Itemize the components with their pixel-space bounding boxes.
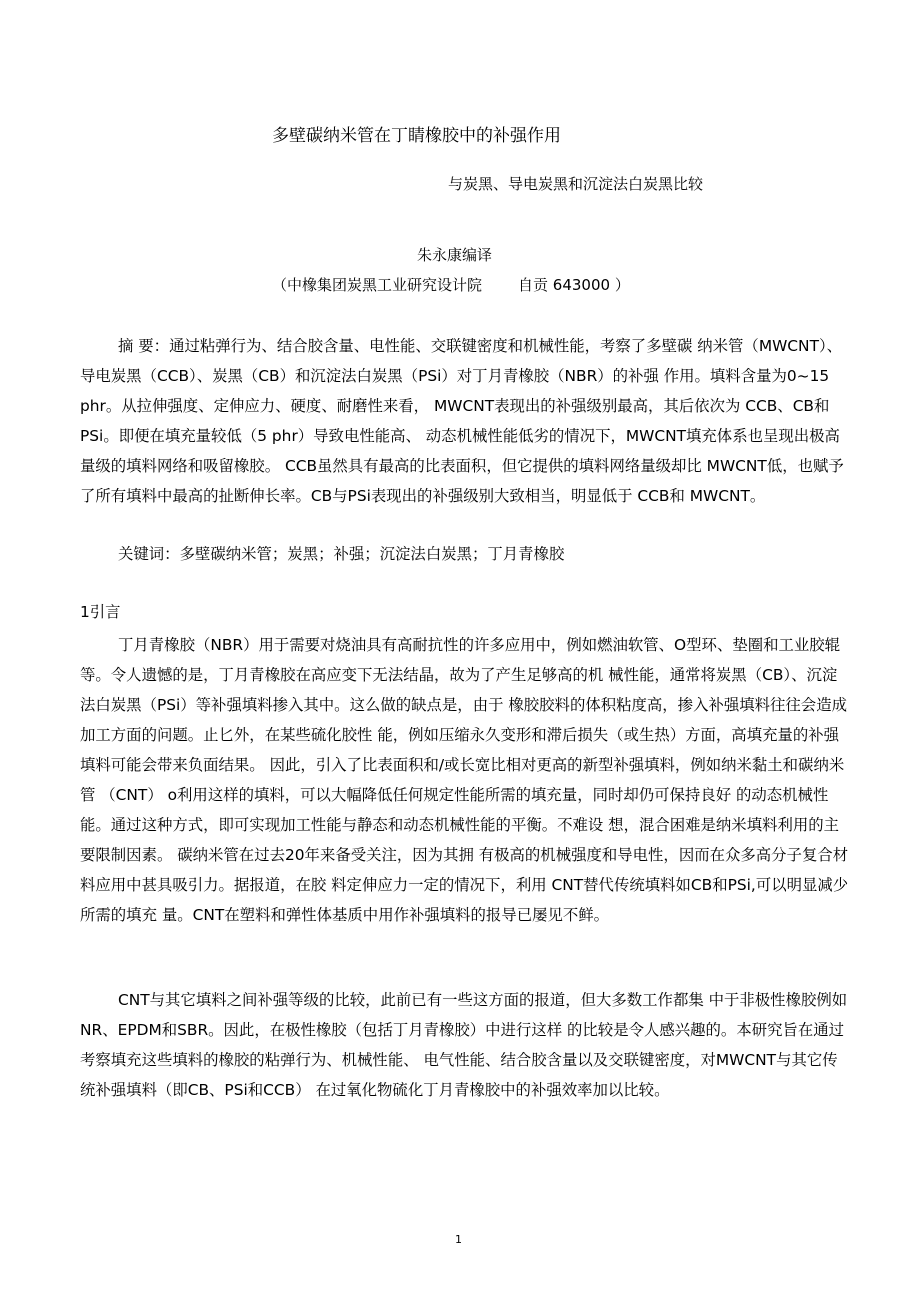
body-paragraph-2: CNT与其它填料之间补强等级的比较，此前已有一些这方面的报道，但大多数工作都集 中于非极性橡胶例如NR、EPDM和SBR。因此，在极性橡胶（包括丁月青橡胶）中进行这样 的比较是令人感兴趣的。本研究旨在通过考察填充这些填料的橡胶的粘弹行为、机械性能、 电气性能、结合胶含量以及交联键密度，对MWCNT与其它传统补强填料（即CB、PSi和CCB） 在过氧化物硫化丁月青橡胶中的补强效率加以比较。 — [80, 991, 848, 1099]
page-number: 1 — [455, 1233, 462, 1246]
abstract-paragraph — [80, 331, 850, 511]
abstract-text: 通过粘弹行为、结合胶含量、电性能、交联键密度和机械性能，考察了多壁碳 纳米管（MWCNT）、导电炭黑（CCB）、炭黑（CB）和沉淀法白炭黑（PSi）对丁月青橡胶（NBR）的补强 作用。填料含量为0~15 phr。从拉伸强度、定伸应力、硬度、耐磨性来看， MWCNT表现出的补强级别最高，其后依次为 CCB、CB和PSi。即便在填充量较低（5 phr）导致电性能高、 动态机械性能低劣的情况下，MWCNT填充体系也呈现出极高量级的填料网络和吸留橡胶。 CCB虽然具有最高的比表面积，但它提供的填料网络量级却比 MWCNT低，也赋予了所有填料中最高的扯断伸长率。CB与PSi表现出的补强级别大致相当，明显低于 CCB和 MWCNT。 — [80, 337, 844, 505]
section-heading-introduction: 1引言 — [80, 603, 121, 621]
affiliation-line — [272, 275, 630, 295]
author-line: 朱永康编译 — [417, 246, 493, 264]
document-subtitle: 与炭黑、导电炭黑和沉淀法白炭黑比较 — [448, 175, 704, 193]
keywords-line: 关键词：多壁碳纳米管；炭黑；补强；沉淀法白炭黑；丁月青橡胶 — [118, 545, 565, 563]
document-title: 多壁碳纳米管在丁睛橡胶中的补强作用 — [272, 126, 561, 146]
affiliation-location: 自贡 643000 ） — [518, 276, 630, 294]
body-paragraph-1: 丁月青橡胶（NBR）用于需要对烧油具有高耐抗性的许多应用中，例如燃油软管、O型环、垫圈和工业胶辊等。令人遗憾的是，丁月青橡胶在高应变下无法结晶，故为了产生足够高的机 械性能，通常将炭黑（CB）、沉淀法白炭黑（PSi）等补强填料掺入其中。这么做的缺点是，由于 橡胶胶料的体积粘度高，掺入补强填料往往会造成加工方面的问题。止匕外，在某些硫化胶性 能，例如压缩永久变形和滞后损失（或生热）方面，高填充量的补强填料可能会带来负面结果。 因此，引入了比表面积和/或长宽比相对更高的新型补强填料，例如纳米黏土和碳纳米管 （CNT） o利用这样的填料，可以大幅降低任何规定性能所需的填充量，同时却仍可保持良好 的动态机械性能。通过这种方式，即可实现加工性能与静态和动态机械性能的平衡。不难设 想，混合困难是纳米填料利用的主要限制因素。 碳纳米管在过去20年来备受关注，因为其拥 有极高的机械强度和导电性，因而在众多高分子复合材料应用中甚具吸引力。据报道，在胶 料定伸应力一定的情况下，利用 CNT替代传统填料如CB和PSi,可以明显减少所需的填充 量。CNT在塑料和弹性体基质中用作补强填料的报导已屡见不鲜。 — [80, 636, 849, 924]
abstract-label: 摘 要： — [118, 337, 170, 355]
affiliation-organization: （中橡集团炭黑工业研究设计院 — [272, 276, 483, 294]
